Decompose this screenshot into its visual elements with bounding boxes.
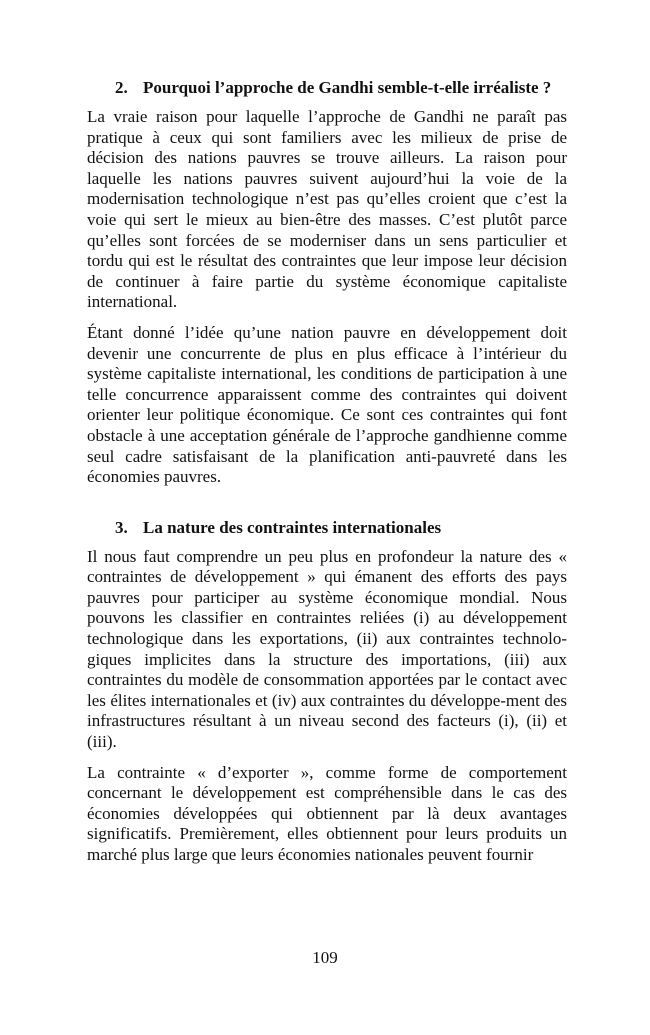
section-title: La nature des contraintes internationales [143, 517, 442, 537]
section-heading-2 [87, 78, 567, 98]
section-title: Pourquoi l’approche de Gandhi semble-t-elle irréaliste ? [143, 78, 552, 97]
page-body [87, 78, 567, 876]
paragraph: Il nous faut comprendre un peu plus en profondeur la nature des « contraintes de développement » qui émanent des efforts des pays pauvres pour participer au système économique mondial. Nous pouvons les classifier en contraintes reliées (i) au développement technologique dans les exportations, (ii) aux contraintes technolo-giques implicites dans la structure des importations, (iii) aux contraintes du modèle de consommation apportées par le contact avec les élites internationales et (iv) aux contraintes du développe-ment des infrastructures résultant à un niveau second des facteurs (i), (ii) et (iii). [87, 546, 567, 752]
section-spacer [87, 498, 567, 518]
section-number: 3. [115, 517, 128, 537]
paragraph: La vraie raison pour laquelle l’approche de Gandhi ne paraît pas pratique à ceux qui sont familiers avec les milieux de prise de décision des nations pauvres se trouve ailleurs. La raison pour laquelle les nations pauvres suivent aujourd’hui la voie de la modernisation technologique n’est pas qu’elles croient que c’est la voie qui sert le mieux au bien-être des masses. C’est plutôt parce qu’elles sont forcées de se moderniser dans un sens particulier et tordu qui est le résultat des contraintes que leur impose leur décision de continuer à faire partie du système économique capitaliste international. [87, 107, 567, 312]
page-number: 109 [312, 948, 338, 967]
section-number: 2. [115, 78, 128, 97]
paragraph: Étant donné l’idée qu’une nation pauvre en développement doit devenir une concurrente de plus en plus efficace à l’intérieur du système capitaliste international, les conditions de participation à une telle concurrence apparaissent comme des contraintes qui doivent orienter leur politique économique. Ce sont ces contraintes qui font obstacle à une acceptation générale de l’approche gandhienne comme seul cadre satisfaisant de la planification anti-pauvreté dans les économies pauvres. [87, 322, 567, 487]
paragraph: La contrainte « d’exporter », comme forme de comportement concernant le développement est compréhensible dans le cas des économies développées qui obtiennent par là deux avantages significatifs. Premièrement, elles obtiennent pour leurs produits un marché plus large que leurs économies nationales peuvent fournir [87, 762, 567, 864]
section-heading-3 [87, 518, 567, 538]
